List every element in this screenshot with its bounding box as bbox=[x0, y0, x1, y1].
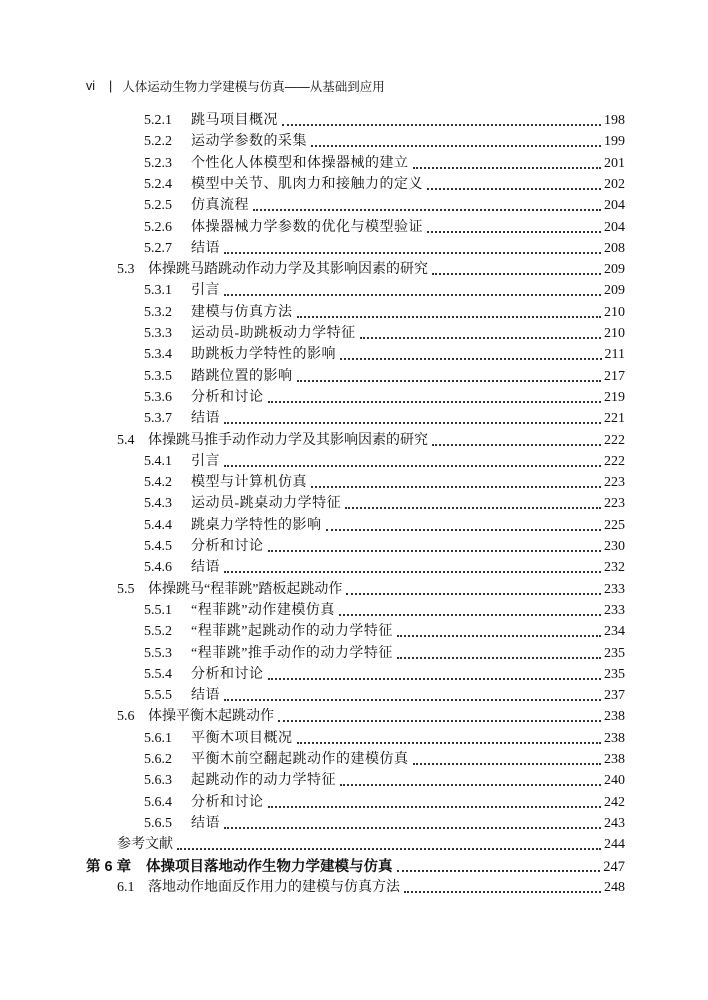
toc-entry-title: 落地动作地面反作用力的建模与仿真方法 bbox=[148, 879, 400, 895]
toc-entry-title: 跳马项目概况 bbox=[191, 113, 278, 128]
toc-entry[interactable] bbox=[144, 791, 625, 812]
toc-entry-number: 5.6.2 bbox=[144, 752, 172, 767]
toc-entry-page: 204 bbox=[604, 219, 625, 235]
dot-leader bbox=[224, 422, 601, 424]
toc-entry-title: 运动学参数的采集 bbox=[191, 134, 307, 150]
dot-leader bbox=[297, 742, 602, 744]
toc-entry-number: 5.3 bbox=[117, 262, 135, 278]
toc-entry-title: 分析和讨论 bbox=[191, 389, 264, 405]
toc-entry-page: 234 bbox=[604, 624, 625, 640]
toc-entry[interactable] bbox=[144, 514, 625, 535]
toc-entry-title: 体操跳马推手动作动力学及其影响因素的研究 bbox=[148, 432, 428, 448]
toc-entry-number: 5.6.1 bbox=[144, 730, 172, 746]
dot-leader bbox=[311, 486, 601, 488]
toc-entry[interactable] bbox=[144, 109, 625, 130]
toc-entry-page: 223 bbox=[604, 496, 625, 512]
toc-entry-page: 223 bbox=[604, 475, 625, 491]
toc-entry-title: 体操平衡木起跳动作 bbox=[148, 709, 274, 725]
toc-entry-page: 233 bbox=[604, 581, 625, 597]
toc-entry-number: 5.3.6 bbox=[144, 389, 172, 405]
dot-leader bbox=[404, 891, 601, 893]
toc-entry-number: 5.3.5 bbox=[144, 368, 172, 384]
toc-entry-number: 5.4.5 bbox=[144, 539, 172, 554]
toc-entry-number: 5.2.5 bbox=[144, 198, 172, 214]
dot-leader bbox=[268, 550, 602, 552]
toc-entry-number: 5.5.4 bbox=[144, 666, 172, 682]
toc-entry-number: 5.2.3 bbox=[144, 155, 172, 171]
toc-entry-title: 分析和讨论 bbox=[191, 794, 264, 810]
toc-entry[interactable] bbox=[144, 216, 625, 237]
toc-entry-page: 243 bbox=[604, 815, 625, 831]
toc-entry-page: 225 bbox=[604, 517, 625, 533]
toc-entry-title: 起跳动作的动力学特征 bbox=[191, 773, 336, 789]
toc-entry-number: 5.4.6 bbox=[144, 560, 172, 576]
toc-entry-page: 235 bbox=[604, 666, 625, 682]
dot-leader bbox=[340, 784, 601, 786]
toc-entry-title: 体操跳马“程菲跳”踏板起跳动作 bbox=[148, 581, 343, 597]
toc-entry-title: 跳桌力学特性的影响 bbox=[191, 517, 322, 533]
toc-entry-page: 238 bbox=[604, 752, 625, 767]
toc-entry-title: 结语 bbox=[191, 240, 220, 256]
toc-entry-page: 244 bbox=[604, 837, 625, 853]
toc-entry-page: 211 bbox=[604, 347, 625, 363]
toc-entry[interactable] bbox=[144, 769, 625, 790]
toc-entry-title: 分析和讨论 bbox=[191, 666, 264, 682]
toc-entry-title: 个性化人体模型和体操器械的建立 bbox=[191, 155, 409, 171]
dot-leader bbox=[297, 380, 602, 382]
dot-leader bbox=[224, 571, 601, 573]
dot-leader bbox=[253, 209, 601, 211]
book-title: 人体运动生物力学建模与仿真——从基础到应用 bbox=[122, 80, 385, 94]
toc-entry-number: 5.4.2 bbox=[144, 475, 172, 491]
header-separator: | bbox=[109, 79, 113, 93]
toc-entry[interactable] bbox=[144, 620, 625, 641]
toc-entry-number: 5.2.7 bbox=[144, 240, 172, 256]
toc-entry[interactable] bbox=[144, 322, 625, 343]
running-header bbox=[86, 74, 628, 98]
toc-entry[interactable] bbox=[144, 684, 625, 705]
toc-entry-number: 5.3.1 bbox=[144, 283, 172, 299]
toc-entry-number: 5.5.5 bbox=[144, 688, 172, 704]
toc-entry-page: 221 bbox=[604, 411, 625, 427]
toc-entry-number: 5.4.1 bbox=[144, 453, 172, 469]
dot-leader bbox=[397, 635, 601, 637]
dot-leader bbox=[224, 252, 601, 254]
dot-leader bbox=[413, 763, 602, 765]
toc-entry[interactable] bbox=[144, 407, 625, 428]
toc-entry-page: 232 bbox=[604, 560, 625, 576]
dot-leader bbox=[345, 507, 601, 509]
dot-leader bbox=[397, 657, 601, 659]
toc-entry-page: 209 bbox=[604, 262, 625, 278]
dot-leader bbox=[297, 316, 602, 318]
toc-entry[interactable] bbox=[117, 578, 625, 599]
toc-entry-page: 242 bbox=[604, 794, 625, 810]
toc-entry-number: 6.1 bbox=[117, 879, 135, 895]
toc-entry[interactable] bbox=[144, 492, 625, 513]
dot-leader bbox=[177, 848, 601, 850]
toc-entry-page: 222 bbox=[604, 453, 625, 469]
toc-entry-page: 238 bbox=[604, 730, 625, 746]
toc-entry[interactable] bbox=[144, 365, 625, 386]
toc-entry[interactable] bbox=[117, 876, 625, 897]
toc-entry-number: 5.6 bbox=[117, 709, 135, 725]
toc-entry-number: 5.2.6 bbox=[144, 219, 172, 235]
toc-entry[interactable] bbox=[144, 727, 625, 748]
toc-entry-title: 助跳板力学特性的影响 bbox=[191, 347, 336, 363]
toc-entry-page: 210 bbox=[604, 304, 625, 320]
toc-entry-page: 219 bbox=[604, 389, 625, 405]
toc-entry-number: 5.3.2 bbox=[144, 304, 172, 320]
dot-leader bbox=[427, 188, 601, 190]
toc-entry-page: 237 bbox=[604, 688, 625, 704]
toc-entry-page: 235 bbox=[604, 645, 625, 661]
toc-entry-title: 体操跳马踏跳动作动力学及其影响因素的研究 bbox=[148, 262, 428, 278]
toc-entry-number: 5.4 bbox=[117, 432, 135, 448]
toc-entry-title: 分析和讨论 bbox=[191, 539, 264, 554]
toc-entry[interactable] bbox=[86, 855, 625, 876]
dot-leader bbox=[397, 870, 601, 872]
toc-entry[interactable] bbox=[144, 535, 625, 556]
toc-entry-title: 结语 bbox=[191, 560, 220, 576]
toc-entry[interactable] bbox=[144, 748, 625, 769]
toc-entry[interactable] bbox=[117, 833, 625, 854]
toc-entry[interactable] bbox=[144, 642, 625, 663]
toc-entry-page: 248 bbox=[604, 879, 625, 895]
toc-entry-page: 217 bbox=[604, 368, 625, 384]
toc-entry-page: 204 bbox=[604, 198, 625, 214]
toc-entry[interactable] bbox=[144, 194, 625, 215]
toc-entry-page: 208 bbox=[604, 240, 625, 256]
dot-leader bbox=[224, 827, 601, 829]
toc-entry[interactable] bbox=[144, 343, 625, 364]
toc-entry[interactable] bbox=[117, 705, 625, 726]
toc-entry[interactable] bbox=[144, 130, 625, 151]
toc-entry-number: 5.6.3 bbox=[144, 773, 172, 789]
toc-entry-number: 5.4.3 bbox=[144, 496, 172, 512]
toc-entry[interactable] bbox=[144, 812, 625, 833]
toc-entry[interactable] bbox=[117, 429, 625, 450]
dot-leader bbox=[268, 401, 602, 403]
toc-entry-title: 参考文献 bbox=[117, 837, 173, 853]
page-number: vi bbox=[86, 79, 96, 93]
toc-entry[interactable] bbox=[144, 556, 625, 577]
toc-entry-number: 5.2.2 bbox=[144, 134, 172, 150]
toc-entry[interactable] bbox=[144, 599, 625, 620]
toc-entry-title: “程菲跳”动作建模仿真 bbox=[191, 602, 335, 618]
dot-leader bbox=[268, 806, 602, 808]
toc-entry-number: 5.5.1 bbox=[144, 602, 172, 618]
toc-entry-number: 5.4.4 bbox=[144, 517, 172, 533]
toc-entry[interactable] bbox=[144, 301, 625, 322]
toc-entry[interactable] bbox=[144, 386, 625, 407]
toc-entry-page: 240 bbox=[604, 773, 625, 789]
toc-entry-page: 202 bbox=[604, 176, 625, 192]
toc-entry[interactable] bbox=[144, 663, 625, 684]
toc-entry-title: “程菲跳”推手动作的动力学特征 bbox=[191, 645, 393, 661]
toc-entry-title: 建模与仿真方法 bbox=[191, 304, 293, 320]
dot-leader bbox=[282, 124, 601, 126]
toc-entry[interactable] bbox=[144, 471, 625, 492]
dot-leader bbox=[326, 529, 602, 531]
toc-entry-title: 平衡木前空翻起跳动作的建模仿真 bbox=[191, 752, 409, 767]
toc-entry-number: 5.5.3 bbox=[144, 645, 172, 661]
toc-entry[interactable] bbox=[117, 258, 625, 279]
toc-entry-page: 233 bbox=[604, 602, 625, 618]
toc-entry[interactable] bbox=[144, 173, 625, 194]
toc-entry-title: 运动员-助跳板动力学特征 bbox=[191, 326, 356, 341]
toc-entry-number: 5.3.7 bbox=[144, 411, 172, 427]
toc-entry-page: 222 bbox=[604, 432, 625, 448]
dot-leader bbox=[413, 167, 602, 169]
toc-entry-title: 模型中关节、肌肉力和接触力的定义 bbox=[191, 176, 423, 192]
dot-leader bbox=[340, 358, 602, 360]
dot-leader bbox=[360, 337, 601, 339]
toc-entry-page: 198 bbox=[604, 113, 625, 128]
toc-entry-page: 230 bbox=[604, 539, 625, 554]
toc-entry-number: 5.3.4 bbox=[144, 347, 172, 363]
toc-entry-number: 5.2.1 bbox=[144, 113, 172, 128]
toc-entry-number: 5.2.4 bbox=[144, 176, 172, 192]
dot-leader bbox=[346, 593, 601, 595]
toc-entry[interactable] bbox=[144, 279, 625, 300]
toc-entry[interactable] bbox=[144, 152, 625, 173]
toc-entry-title: 运动员-跳桌动力学特征 bbox=[191, 496, 342, 512]
dot-leader bbox=[224, 465, 601, 467]
toc-entry-title: 结语 bbox=[191, 815, 220, 831]
toc-entry-page: 209 bbox=[604, 283, 625, 299]
toc-entry-number: 5.6.5 bbox=[144, 815, 172, 831]
toc-entry-title: 结语 bbox=[191, 688, 220, 704]
dot-leader bbox=[311, 145, 601, 147]
toc-entry-title: 体操器械力学参数的优化与模型验证 bbox=[191, 219, 423, 235]
toc-entry-page: 247 bbox=[603, 858, 625, 875]
toc-entry-title: 引言 bbox=[191, 453, 220, 469]
dot-leader bbox=[427, 231, 601, 233]
toc-entry-page: 210 bbox=[604, 326, 625, 341]
toc-entry-title: 踏跳位置的影响 bbox=[191, 368, 293, 384]
toc-entry-title: 引言 bbox=[191, 283, 220, 299]
toc-entry-page: 238 bbox=[604, 709, 625, 725]
toc-entry-number: 5.5.2 bbox=[144, 624, 172, 640]
toc-entry-title: 结语 bbox=[191, 411, 220, 427]
toc-entry-title: 体操项目落地动作生物力学建模与仿真 bbox=[146, 858, 393, 875]
toc-entry-number: 第 6 章 bbox=[86, 858, 132, 875]
dot-leader bbox=[224, 294, 601, 296]
dot-leader bbox=[278, 720, 601, 722]
toc-entry-title: 仿真流程 bbox=[191, 198, 249, 214]
toc-entry-number: 5.6.4 bbox=[144, 794, 172, 810]
toc-entry-page: 199 bbox=[604, 134, 625, 150]
toc-entry-title: “程菲跳”起跳动作的动力学特征 bbox=[191, 624, 393, 640]
toc-entry[interactable] bbox=[144, 237, 625, 258]
dot-leader bbox=[432, 444, 601, 446]
toc-entry[interactable] bbox=[144, 450, 625, 471]
dot-leader bbox=[432, 273, 601, 275]
toc-entry-title: 平衡木项目概况 bbox=[191, 730, 293, 746]
dot-leader bbox=[268, 678, 602, 680]
dot-leader bbox=[224, 699, 601, 701]
toc-entry-number: 5.3.3 bbox=[144, 326, 172, 341]
toc-entry-number: 5.5 bbox=[117, 581, 135, 597]
toc-entry-page: 201 bbox=[604, 155, 625, 171]
toc-entry-title: 模型与计算机仿真 bbox=[191, 475, 307, 491]
dot-leader bbox=[339, 614, 601, 616]
